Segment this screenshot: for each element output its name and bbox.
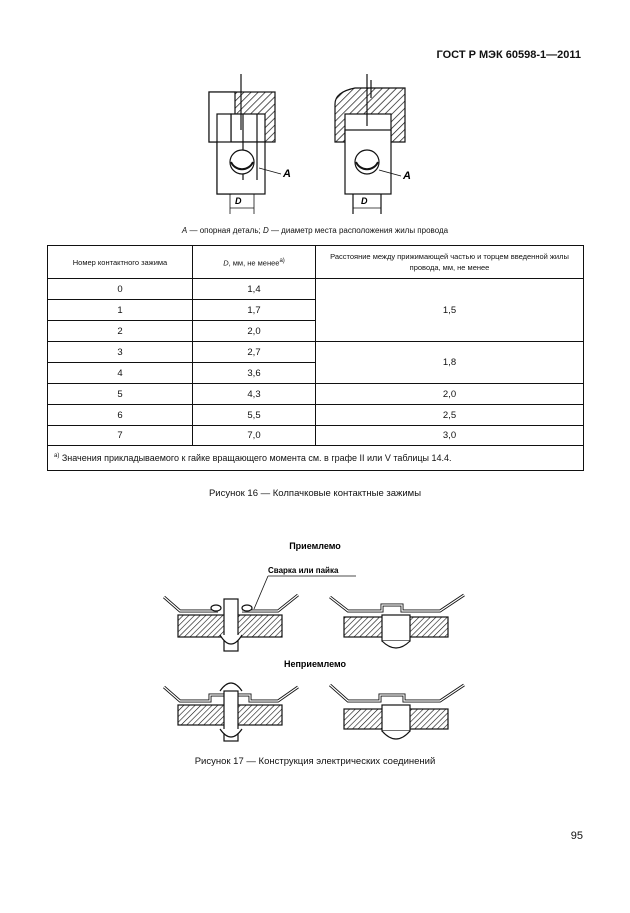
dimension-d-label-left: D — [235, 196, 242, 206]
distance-cell: 2,5 — [316, 405, 584, 426]
label-weld: Сварка или пайка — [268, 566, 339, 575]
distance-cell: 2,0 — [316, 384, 584, 405]
figure-17-caption: Рисунок 17 — Конструкция электрических соединений — [194, 756, 436, 767]
table-footnote-row — [48, 446, 584, 471]
label-a-right: A — [403, 170, 411, 182]
connection-unacceptable-1 — [164, 683, 298, 741]
table-row: 2 2,0 — [48, 321, 584, 342]
connection-unacceptable-2 — [330, 685, 464, 739]
figure-16-caption: Рисунок 16 — Колпачковые контактные зажимы — [208, 488, 422, 499]
terminal-right — [335, 74, 405, 214]
terminal-left — [209, 74, 275, 194]
legend-a-text: — опорная деталь; — [187, 226, 263, 235]
table-header-row — [48, 246, 584, 279]
figure-16-drawing — [195, 70, 435, 220]
label-acceptable: Приемлемо — [289, 541, 341, 551]
label-unacceptable: Неприемлемо — [283, 659, 347, 669]
header-terminal-number: Номер контактного зажима — [48, 246, 193, 279]
distance-cell: 1,5 — [316, 279, 584, 342]
distance-cell: 1,8 — [316, 342, 584, 384]
table-row: 0 1,4 1,5 — [48, 279, 584, 300]
table-row: 3 2,7 1,8 — [48, 342, 584, 363]
legend-a-symbol: A — [181, 226, 188, 235]
table-row: 4 3,6 — [48, 363, 584, 384]
header-distance: Расстояние между прижимающей частью и торцем введенной жилы провода, мм, не менее — [316, 246, 584, 279]
dimension-d-label-right: D — [361, 196, 368, 206]
header-diameter: D, мм, не менее$^{a)}$ — [193, 246, 316, 279]
table-row: 5 4,3 2,0 — [48, 384, 584, 405]
legend-d-symbol: D — [262, 226, 269, 235]
legend-d-text: — диаметр места расположения жилы провода — [268, 226, 449, 235]
terminal-dimensions-table — [47, 245, 584, 471]
table-footnote: $^{a)}$ Значения прикладываемого к гайке вращающего момента см. в графе II или V таблицы 14.4. — [48, 446, 584, 471]
figure-16-legend — [0, 226, 630, 235]
page-number: 95 — [570, 830, 583, 842]
connection-acceptable-1 — [164, 595, 298, 651]
table-row: 6 5,5 2,5 — [48, 405, 584, 426]
connection-acceptable-2 — [330, 595, 464, 648]
distance-cell: 3,0 — [316, 426, 584, 446]
figure-17-drawing — [150, 535, 480, 750]
label-a-left: A — [283, 168, 291, 180]
table-row: 7 7,0 3,0 — [48, 426, 584, 446]
standard-designation: ГОСТ Р МЭК 60598-1—2011 — [436, 49, 581, 61]
table-row: 1 1,7 — [48, 300, 584, 321]
